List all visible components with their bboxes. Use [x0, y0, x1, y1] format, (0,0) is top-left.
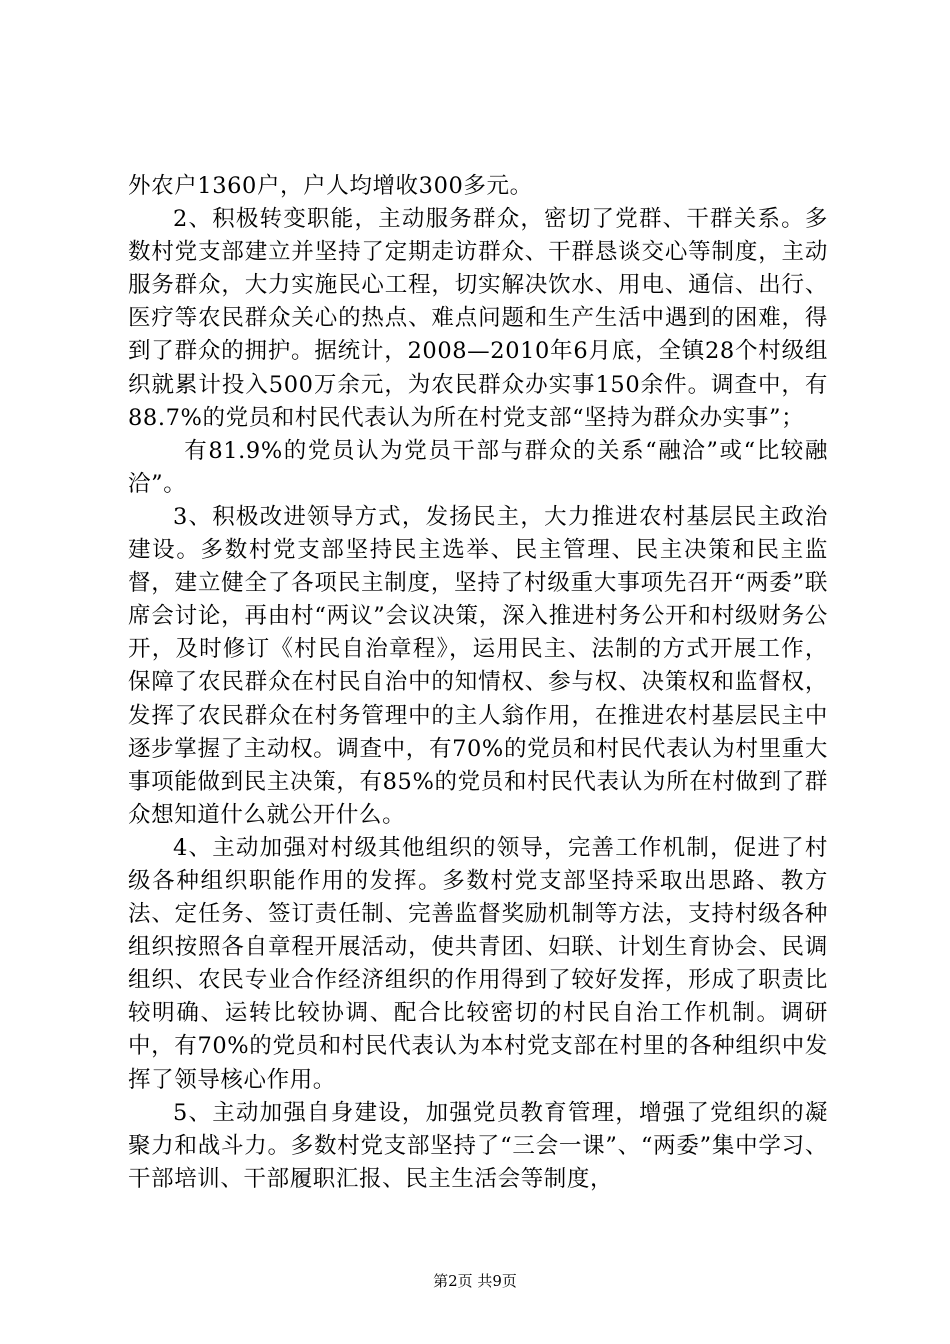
- paragraph-continuation: 外农户1360户，户人均增收300多元。: [128, 173, 533, 199]
- document-body: [128, 170, 828, 1196]
- paragraph-item-2: 2、积极转变职能，主动服务群众，密切了党群、干群关系。多数村党支部建立并坚持了定期走访群众、干群恳谈交心等制度，主动服务群众，大力实施民心工程，切实解决饮水、用电、通信、出行、医疗等农民群众关心的热点、难点问题和生产生活中遇到的困难，得到了群众的拥护。据统计，2008—2010年6月底，全镇28个村级组织就累计投入500万余元，为农民群众办实事150余件。调查中，有88.7%的党员和村民代表认为所在村党支部“坚持为群众办实事”；: [128, 206, 828, 431]
- paragraph-item-3: 3、积极改进领导方式，发扬民主，大力推进农村基层民主政治建设。多数村党支部坚持民主选举、民主管理、民主决策和民主监督，建立健全了各项民主制度，坚持了村级重大事项先召开“两委”联席会讨论，再由村“两议”会议决策，深入推进村务公开和村级财务公开，及时修订《村民自治章程》，运用民主、法制的方式开展工作，保障了农民群众在村民自治中的知情权、参与权、决策权和监督权，发挥了农民群众在村务管理中的主人翁作用，在推进农村基层民主中逐步掌握了主动权。调查中，有70%的党员和村民代表认为村里重大事项能做到民主决策，有85%的党员和村民代表认为所在村做到了群众想知道什么就公开什么。: [128, 503, 828, 828]
- paragraph-item-5: 5、主动加强自身建设，加强党员教育管理，增强了党组织的凝聚力和战斗力。多数村党支部坚持了“三会一课”、“两委”集中学习、干部培训、干部履职汇报、民主生活会等制度，: [128, 1099, 828, 1192]
- page-footer: 第2页 共9页: [433, 1272, 517, 1290]
- paragraph-item-4: 4、主动加强对村级其他组织的领导，完善工作机制，促进了村级各种组织职能作用的发挥。多数村党支部坚持采取出思路、教方法、定任务、签订责任制、完善监督奖励机制等方法，支持村级各种组织按照各自章程开展活动，使共青团、妇联、计划生育协会、民调组织、农民专业合作经济组织的作用得到了较好发挥，形成了职责比较明确、运转比较协调、配合比较密切的村民自治工作机制。调研中，有70%的党员和村民代表认为本村党支部在村里的各种组织中发挥了领导核心作用。: [128, 834, 828, 1093]
- paragraph-item-2-note: 有81.9%的党员认为党员干部与群众的关系“融洽”或“比较融洽”。: [128, 437, 828, 497]
